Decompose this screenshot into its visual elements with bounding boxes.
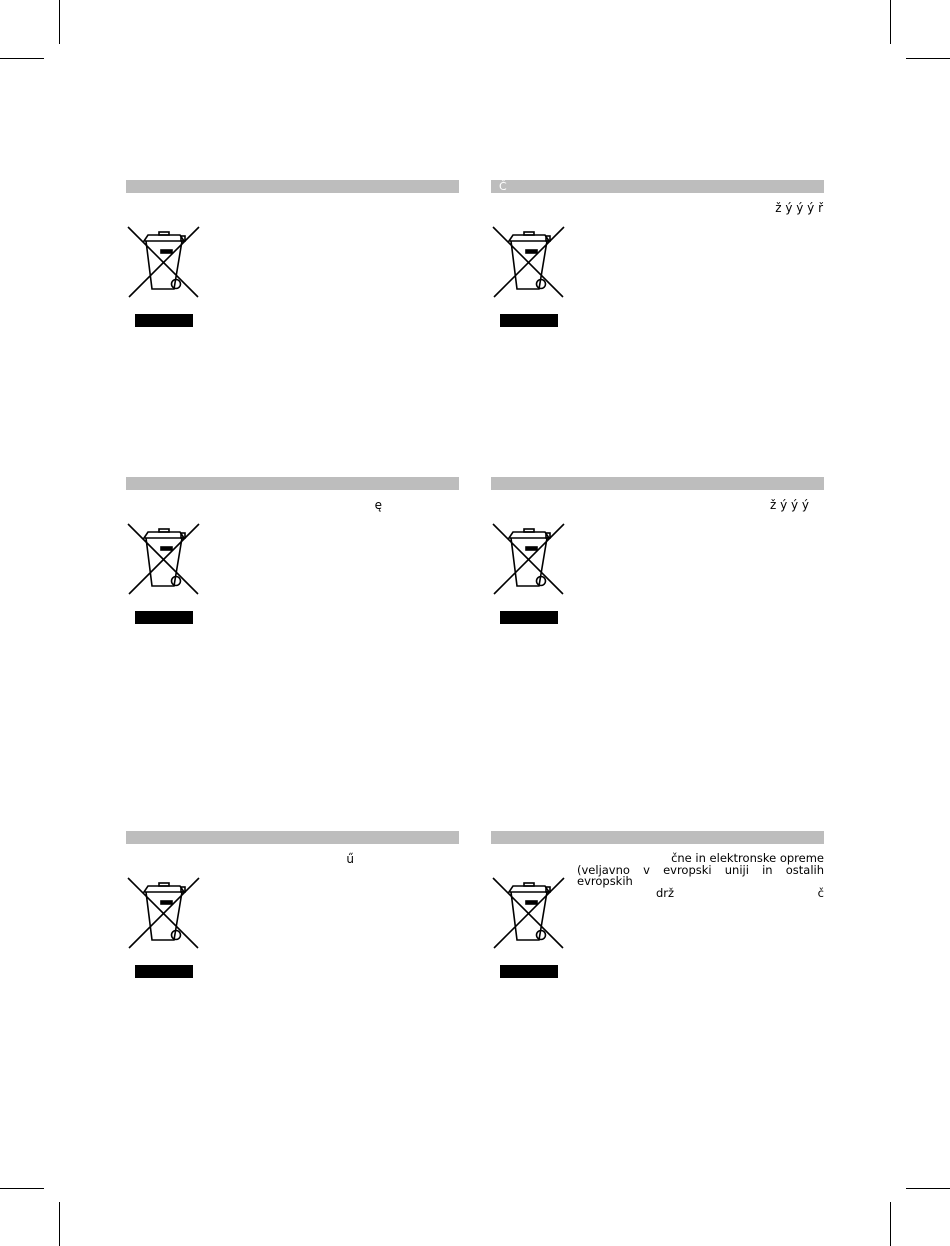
weee-section-1 <box>126 180 459 340</box>
crossed-out-wheelie-bin-icon <box>491 520 567 596</box>
section-header-bar <box>126 831 459 844</box>
weee-section-3 <box>126 477 459 637</box>
black-label-bar <box>500 314 558 327</box>
weee-section-5 <box>126 831 459 991</box>
section-header-bar: Č <box>491 180 824 193</box>
weee-section-4 <box>491 477 824 637</box>
crossed-out-wheelie-bin-icon <box>491 874 567 950</box>
section-header-bar <box>491 477 824 490</box>
black-label-bar <box>500 965 558 978</box>
black-label-bar <box>135 965 193 978</box>
crop-mark <box>906 1188 950 1189</box>
section-text <box>210 499 458 511</box>
text-line: čne in elektronske opreme <box>671 851 824 865</box>
text-line: ę <box>374 498 382 512</box>
crossed-out-wheelie-bin-icon <box>126 223 202 299</box>
crop-mark <box>0 58 44 59</box>
section-text <box>575 499 823 511</box>
weee-section-6 <box>491 831 824 991</box>
crop-mark <box>59 0 60 44</box>
text-line: ű <box>346 852 354 866</box>
text-line: drž č <box>655 885 824 900</box>
text-line: (veljavno v evropski uniji in ostalih evropskih <box>577 862 824 888</box>
weee-section-2 <box>491 180 824 340</box>
section-text <box>575 202 823 214</box>
section-header-bar <box>126 477 459 490</box>
black-label-bar <box>500 611 558 624</box>
section-text <box>577 853 824 899</box>
crossed-out-wheelie-bin-icon <box>126 874 202 950</box>
text-line: ž ý ý ý <box>769 498 809 512</box>
crop-mark <box>890 1202 891 1246</box>
section-header-bar <box>491 831 824 844</box>
section-text <box>210 853 458 865</box>
crop-mark <box>59 1202 60 1246</box>
black-label-bar <box>135 314 193 327</box>
crop-mark <box>906 58 950 59</box>
black-label-bar <box>135 611 193 624</box>
crop-mark <box>0 1188 44 1189</box>
section-header-bar <box>126 180 459 193</box>
text-line: ž ý ý ý ř <box>775 201 823 215</box>
crossed-out-wheelie-bin-icon <box>491 223 567 299</box>
crop-mark <box>890 0 891 44</box>
crossed-out-wheelie-bin-icon <box>126 520 202 596</box>
